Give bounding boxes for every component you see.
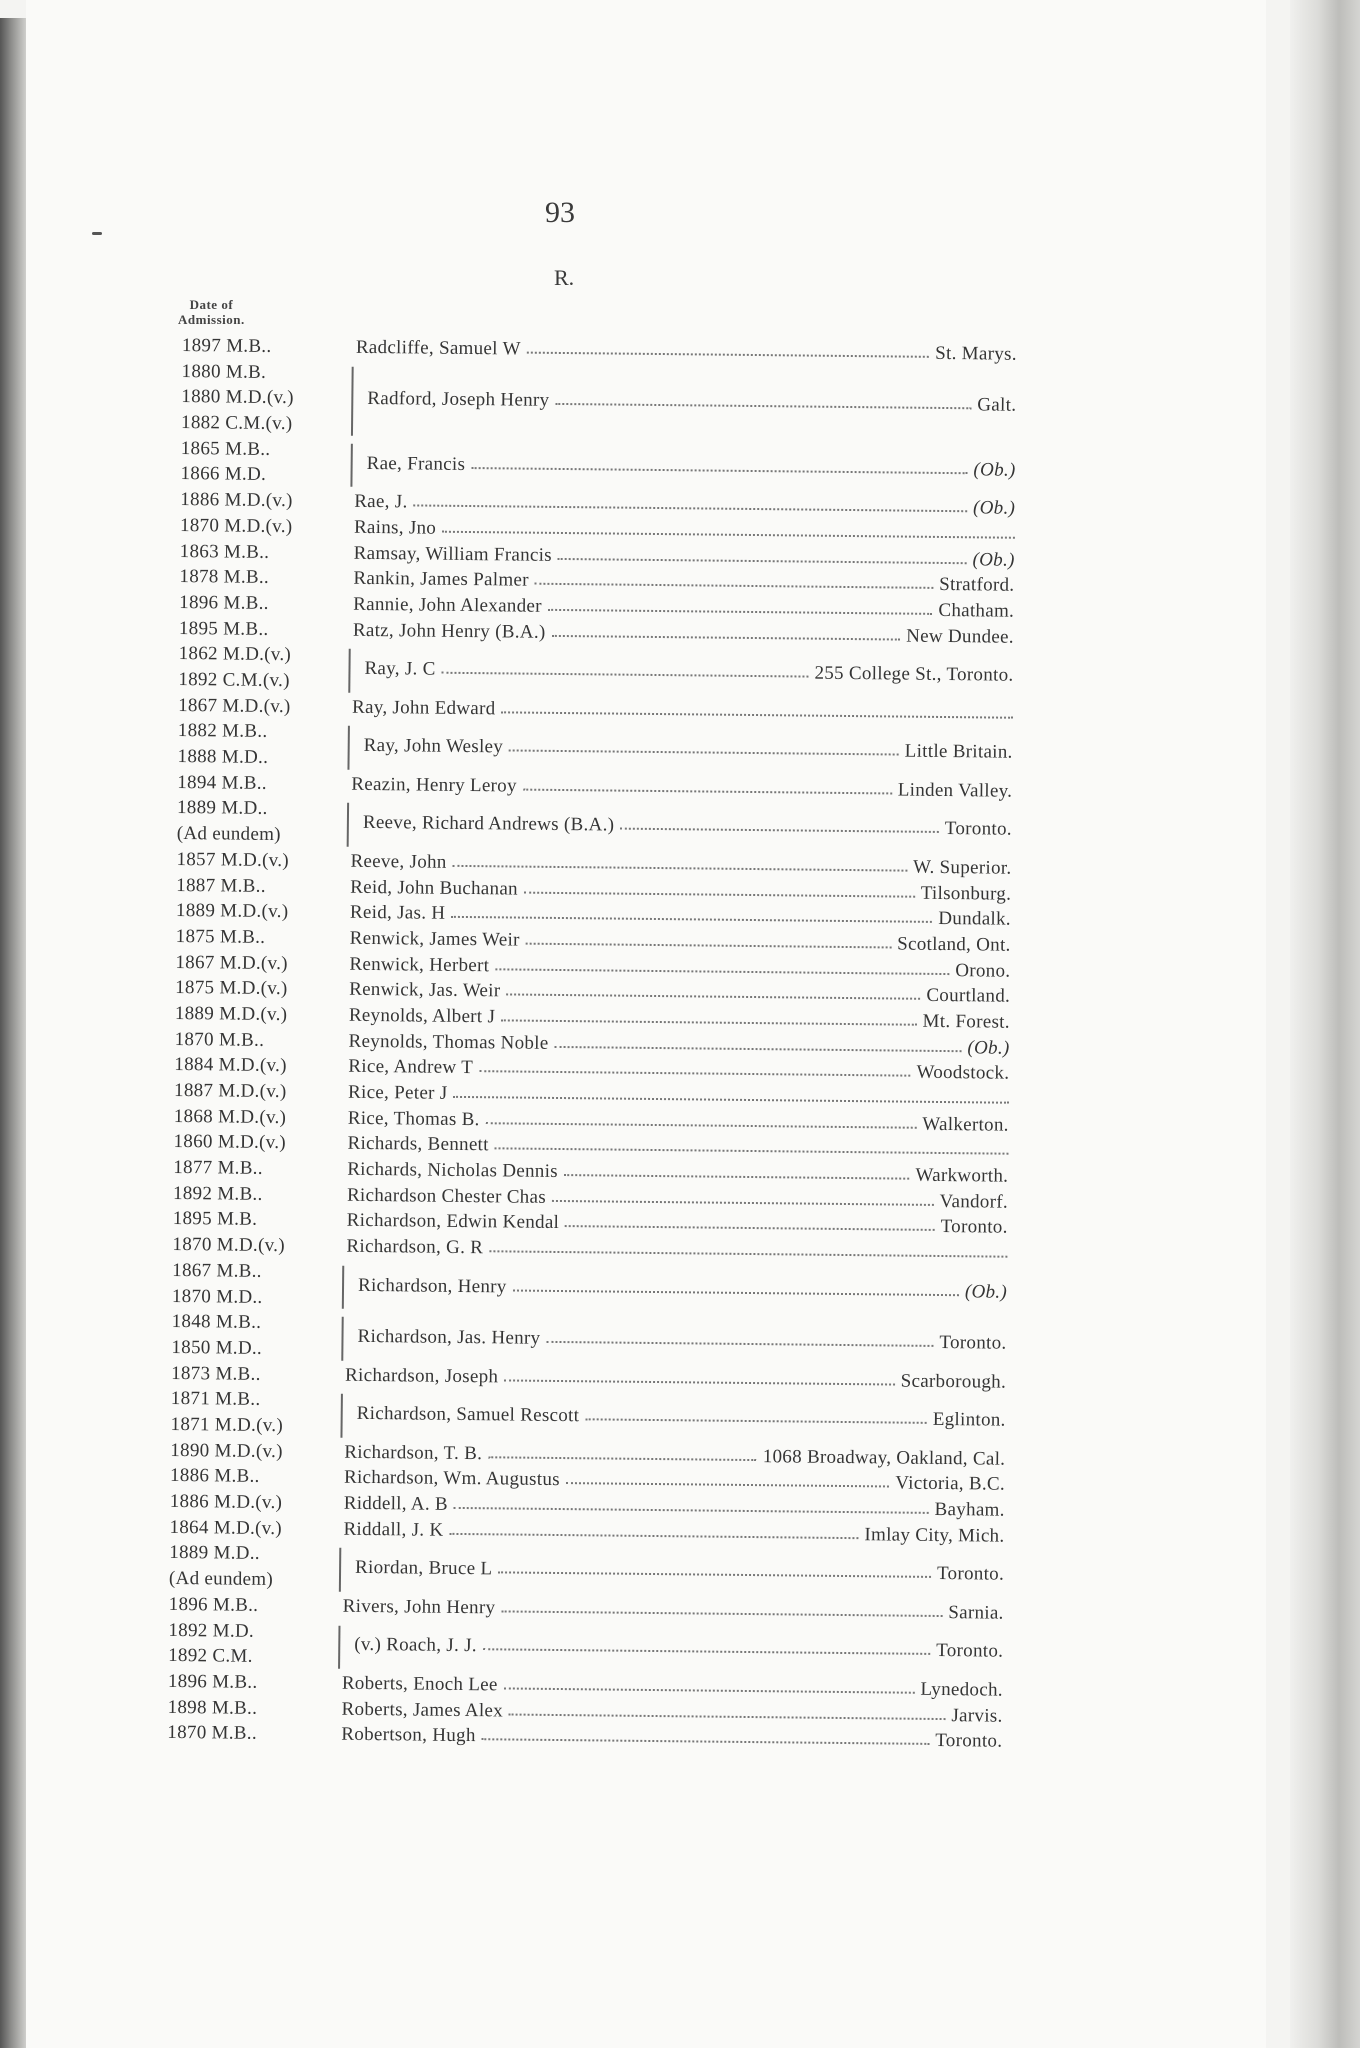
- residence: Sarnia.: [948, 1601, 1004, 1624]
- member-name: Roberts, Enoch Lee: [341, 1672, 498, 1696]
- residence: Toronto.: [939, 1332, 1007, 1354]
- leader-dots: [548, 609, 932, 615]
- member-name: Richardson, Wm. Augustus: [343, 1467, 561, 1491]
- admission-date: 1878 M.B..: [179, 566, 270, 589]
- member-name: Ratz, John Henry (B.A.): [352, 619, 546, 643]
- residence: Imlay City, Mich.: [864, 1523, 1005, 1547]
- residence: New Dundee.: [906, 625, 1014, 648]
- admission-date: 1870 M.B..: [167, 1722, 258, 1745]
- leader-dots: [486, 1122, 917, 1129]
- residence: Linden Valley.: [897, 779, 1013, 802]
- residence: Toronto.: [944, 818, 1012, 841]
- residence: 1068 Broadway, Oakland, Cal.: [762, 1445, 1006, 1470]
- admission-date: 1871 M.D.(v.): [170, 1413, 284, 1437]
- member-name: Rice, Andrew T: [348, 1056, 474, 1079]
- leader-dots: [472, 467, 968, 474]
- leader-dots: [501, 711, 1013, 718]
- admission-date: 1857 M.D.(v.): [176, 848, 290, 871]
- column-header: [178, 297, 245, 327]
- register-entry: [181, 361, 1017, 447]
- section-letter: R.: [554, 265, 575, 290]
- residence: (Ob.): [964, 1280, 1008, 1303]
- admission-date: 1870 M.B..: [174, 1028, 265, 1051]
- admission-date: 1882 C.M.(v.): [180, 412, 293, 435]
- grouping-brace: [346, 444, 352, 487]
- member-name: Richardson, Samuel Rescott: [356, 1403, 580, 1427]
- member-name: Roberts, James Alex: [341, 1698, 504, 1722]
- member-name: Ray, John Wesley: [363, 735, 504, 758]
- book-binding-edge: [0, 18, 26, 2048]
- residence: Courtland.: [926, 985, 1011, 1007]
- residence: W. Superior.: [912, 856, 1012, 879]
- member-name: Reid, John Buchanan: [350, 876, 519, 900]
- residence: Toronto.: [936, 1640, 1004, 1663]
- grouping-brace: [347, 366, 354, 435]
- residence: Tilsonburg.: [920, 882, 1012, 905]
- admission-date: 1850 M.D..: [171, 1336, 263, 1359]
- leader-dots: [452, 865, 907, 872]
- register-entry: [172, 1260, 1007, 1320]
- residence: Toronto.: [935, 1730, 1003, 1752]
- leader-dots: [546, 1341, 933, 1347]
- admission-date: 1882 M.B..: [177, 720, 268, 743]
- admission-date: 1848 M.B..: [171, 1311, 262, 1334]
- residence: Eglinton.: [932, 1409, 1006, 1431]
- grouping-brace: [334, 1625, 340, 1668]
- member-name: Rains, Jno: [353, 516, 437, 539]
- admission-date: 1867 M.D.(v.): [175, 951, 288, 974]
- admission-date: 1886 M.B..: [169, 1465, 260, 1488]
- residence: Little Britain.: [904, 740, 1013, 763]
- admission-date: 1862 M.D.(v.): [178, 643, 292, 666]
- admission-date: 1867 M.D.(v.): [178, 694, 291, 717]
- leader-dots: [413, 505, 967, 513]
- admission-date: 1870 M.D.(v.): [179, 514, 293, 538]
- leader-dots: [523, 788, 892, 794]
- ink-mark: [92, 232, 102, 235]
- register-entry: [180, 438, 1015, 498]
- admission-date: 1867 M.B..: [172, 1259, 262, 1282]
- leader-dots: [504, 1379, 895, 1385]
- leader-dots: [527, 352, 929, 358]
- member-name: Ray, John Edward: [352, 696, 496, 719]
- admission-date: 1889 M.D..: [176, 797, 268, 820]
- grouping-brace: [337, 1317, 343, 1360]
- residence: Dundalk.: [938, 908, 1012, 930]
- leader-dots: [483, 1649, 930, 1656]
- leader-dots: [586, 1418, 927, 1424]
- leader-dots: [451, 916, 932, 923]
- leader-dots: [509, 750, 899, 756]
- residence: St. Marys.: [935, 342, 1017, 365]
- admission-date: 1889 M.D.(v.): [174, 1002, 288, 1026]
- admission-date: 1897 M.B..: [181, 335, 272, 357]
- residence: (Ob.): [972, 497, 1016, 519]
- admission-date: 1895 M.B.: [172, 1208, 258, 1231]
- leader-dots: [552, 1200, 934, 1206]
- leader-dots: [502, 1610, 943, 1617]
- leader-dots: [513, 1289, 959, 1296]
- residence: 255 College St., Toronto.: [814, 662, 1014, 686]
- admission-date: 1875 M.D.(v.): [175, 977, 288, 1000]
- member-name: Rice, Peter J: [347, 1081, 448, 1104]
- admission-date: 1884 M.D.(v.): [174, 1054, 287, 1077]
- leader-dots: [481, 1739, 929, 1746]
- leader-dots: [498, 1572, 931, 1579]
- admission-date: 1880 M.D.(v.): [181, 386, 294, 409]
- member-name: Reynolds, Thomas Noble: [348, 1030, 549, 1054]
- residence: Scotland, Ont.: [897, 933, 1011, 956]
- member-name: Robertson, Hugh: [341, 1724, 476, 1747]
- leader-dots: [453, 1096, 1009, 1104]
- leader-dots: [504, 1687, 915, 1693]
- leader-dots: [526, 943, 892, 949]
- residence: (Ob.): [967, 1036, 1010, 1059]
- residence: Vandorf.: [939, 1190, 1009, 1213]
- admission-date: 1866 M.D.: [180, 463, 267, 486]
- admission-date: 1898 M.B..: [167, 1696, 258, 1719]
- leader-dots: [564, 1174, 909, 1180]
- member-name: Riddall, J. K: [343, 1518, 444, 1541]
- admission-date: 1863 M.B..: [179, 540, 270, 563]
- register-entry: [170, 1388, 1005, 1448]
- residence: Bayham.: [934, 1499, 1005, 1521]
- admission-date: (Ad eundem): [168, 1568, 274, 1591]
- member-name: Rivers, John Henry: [342, 1595, 496, 1619]
- admission-date: 1873 M.B..: [171, 1362, 261, 1385]
- member-name: Richardson, G. R: [346, 1235, 484, 1259]
- admission-date: 1860 M.D.(v.): [173, 1131, 287, 1154]
- admission-date: 1865 M.B..: [180, 437, 271, 460]
- residence: Walkerton.: [922, 1113, 1009, 1136]
- grouping-brace: [335, 1548, 341, 1591]
- member-name: Reynolds, Albert J: [348, 1004, 496, 1028]
- grouping-brace: [343, 803, 349, 846]
- member-name: Ramsay, William Francis: [353, 542, 553, 566]
- admission-date: 1892 C.M.(v.): [178, 668, 290, 692]
- page-number: 93: [545, 196, 575, 229]
- grouping-brace: [344, 649, 350, 692]
- member-name: (v.) Roach, J. J.: [354, 1634, 478, 1657]
- admission-date: 1887 M.D.(v.): [173, 1079, 287, 1103]
- leader-dots: [488, 1456, 756, 1461]
- residence: Scarborough.: [900, 1370, 1007, 1393]
- admission-date: 1868 M.D.(v.): [173, 1105, 287, 1128]
- admission-date: 1892 M.D.: [168, 1619, 255, 1642]
- admission-date: 1890 M.D.(v.): [170, 1439, 283, 1462]
- residence: (Ob.): [972, 548, 1015, 571]
- leader-dots: [441, 672, 808, 678]
- admission-date: 1892 M.B..: [172, 1182, 263, 1205]
- residence: Chatham.: [938, 599, 1015, 622]
- grouping-brace: [336, 1394, 342, 1437]
- leader-dots: [506, 994, 920, 1000]
- admission-date: 1896 M.B..: [168, 1593, 259, 1616]
- member-name: Reid, Jas. H: [349, 902, 446, 925]
- admission-date: 1889 M.D..: [169, 1542, 260, 1565]
- residence: Lynedoch.: [920, 1678, 1003, 1701]
- leader-dots: [495, 968, 949, 975]
- member-name: Ray, J. C: [364, 658, 436, 680]
- admission-date: 1888 M.D..: [177, 746, 269, 768]
- page-stack-edge: [1290, 0, 1360, 2048]
- register-entry: [169, 1542, 1004, 1602]
- member-name: Renwick, James Weir: [349, 927, 520, 951]
- member-name: Reazin, Henry Leroy: [351, 773, 517, 797]
- register-entry: [171, 1311, 1006, 1371]
- leader-dots: [449, 1533, 858, 1539]
- residence: Toronto.: [936, 1563, 1005, 1585]
- residence: Toronto.: [940, 1216, 1008, 1239]
- member-name: Rankin, James Palmer: [353, 568, 529, 591]
- residence: Stratford.: [939, 574, 1015, 596]
- admission-date: 1896 M.B..: [179, 591, 269, 614]
- admission-date: 1871 M.B..: [170, 1388, 261, 1411]
- register-entry: [178, 643, 1013, 703]
- admission-date: 1896 M.B..: [167, 1670, 258, 1693]
- member-name: Richardson, T. B.: [344, 1441, 483, 1464]
- admission-date: 1886 M.D.(v.): [180, 489, 293, 512]
- admission-date: 1895 M.B..: [178, 617, 269, 640]
- admission-date: 1889 M.D.(v.): [175, 900, 289, 923]
- leader-dots: [565, 1226, 935, 1232]
- residence: Woodstock.: [916, 1062, 1010, 1085]
- residence: Warkworth.: [915, 1164, 1009, 1187]
- leader-dots: [442, 531, 1015, 539]
- leader-dots: [454, 1507, 929, 1514]
- member-name: Renwick, Herbert: [349, 953, 490, 976]
- leader-dots: [620, 828, 939, 833]
- leader-dots: [555, 403, 971, 409]
- residence: Mt. Forest.: [922, 1010, 1010, 1033]
- admission-date: 1886 M.D.(v.): [169, 1491, 283, 1514]
- member-name: Riddell, A. B: [343, 1492, 449, 1515]
- member-name: Richardson, Joseph: [345, 1364, 499, 1387]
- residence: Victoria, B.C.: [895, 1472, 1006, 1496]
- admission-date: 1887 M.B..: [176, 874, 266, 897]
- leader-dots: [489, 1250, 1007, 1257]
- member-name: Richardson, Edwin Kendal: [346, 1210, 560, 1234]
- admission-date: 1864 M.D.(v.): [169, 1516, 283, 1539]
- member-name: Reeve, John: [350, 850, 447, 873]
- register-entry: [177, 797, 1012, 857]
- leader-dots: [534, 583, 933, 589]
- member-name: Radcliffe, Samuel W: [355, 336, 521, 360]
- admission-date: 1875 M.B..: [175, 925, 266, 948]
- register-list: [167, 335, 1017, 1757]
- grouping-brace: [338, 1266, 344, 1309]
- residence: (Ob.): [973, 458, 1016, 481]
- member-name: Richardson, Jas. Henry: [357, 1325, 541, 1349]
- leader-dots: [479, 1070, 910, 1077]
- member-name: Rae, J.: [354, 490, 408, 513]
- leader-dots: [494, 1148, 1008, 1155]
- grouping-brace: [343, 726, 349, 769]
- admission-date: 1892 C.M.: [168, 1645, 253, 1668]
- admission-date: 1870 M.D..: [171, 1285, 263, 1308]
- leader-dots: [552, 634, 900, 640]
- leader-dots: [558, 557, 967, 563]
- member-name: Richardson Chester Chas: [346, 1184, 547, 1208]
- register-entry: [177, 720, 1012, 780]
- column-header-line: Date of: [189, 297, 234, 312]
- leader-dots: [501, 1019, 917, 1025]
- leader-dots: [509, 1713, 946, 1720]
- column-header-line: Admission.: [178, 312, 245, 327]
- residence: Orono.: [955, 959, 1011, 982]
- member-name: Richards, Nicholas Dennis: [347, 1158, 559, 1183]
- member-name: Reeve, Richard Andrews (B.A.): [362, 812, 615, 836]
- residence: Galt.: [977, 394, 1017, 417]
- member-name: Rice, Thomas B.: [347, 1107, 480, 1130]
- member-name: Riordan, Bruce L: [354, 1557, 493, 1580]
- register-entry: [168, 1619, 1003, 1679]
- member-name: Radford, Joseph Henry: [367, 388, 550, 412]
- residence: Jarvis.: [951, 1704, 1003, 1727]
- admission-date: (Ad eundem): [176, 823, 281, 846]
- member-name: Richards, Bennett: [347, 1133, 489, 1156]
- admission-date: 1877 M.B..: [173, 1157, 263, 1179]
- admission-date: 1870 M.D.(v.): [172, 1234, 286, 1257]
- leader-dots: [524, 891, 915, 897]
- member-name: Rae, Francis: [366, 452, 466, 475]
- member-name: Rannie, John Alexander: [353, 593, 542, 617]
- admission-date: 1894 M.B..: [177, 771, 267, 794]
- leader-dots: [555, 1046, 962, 1052]
- member-name: Renwick, Jas. Weir: [349, 979, 501, 1002]
- member-name: Richardson, Henry: [357, 1274, 507, 1298]
- admission-date: 1880 M.B.: [181, 360, 267, 383]
- leader-dots: [566, 1482, 889, 1487]
